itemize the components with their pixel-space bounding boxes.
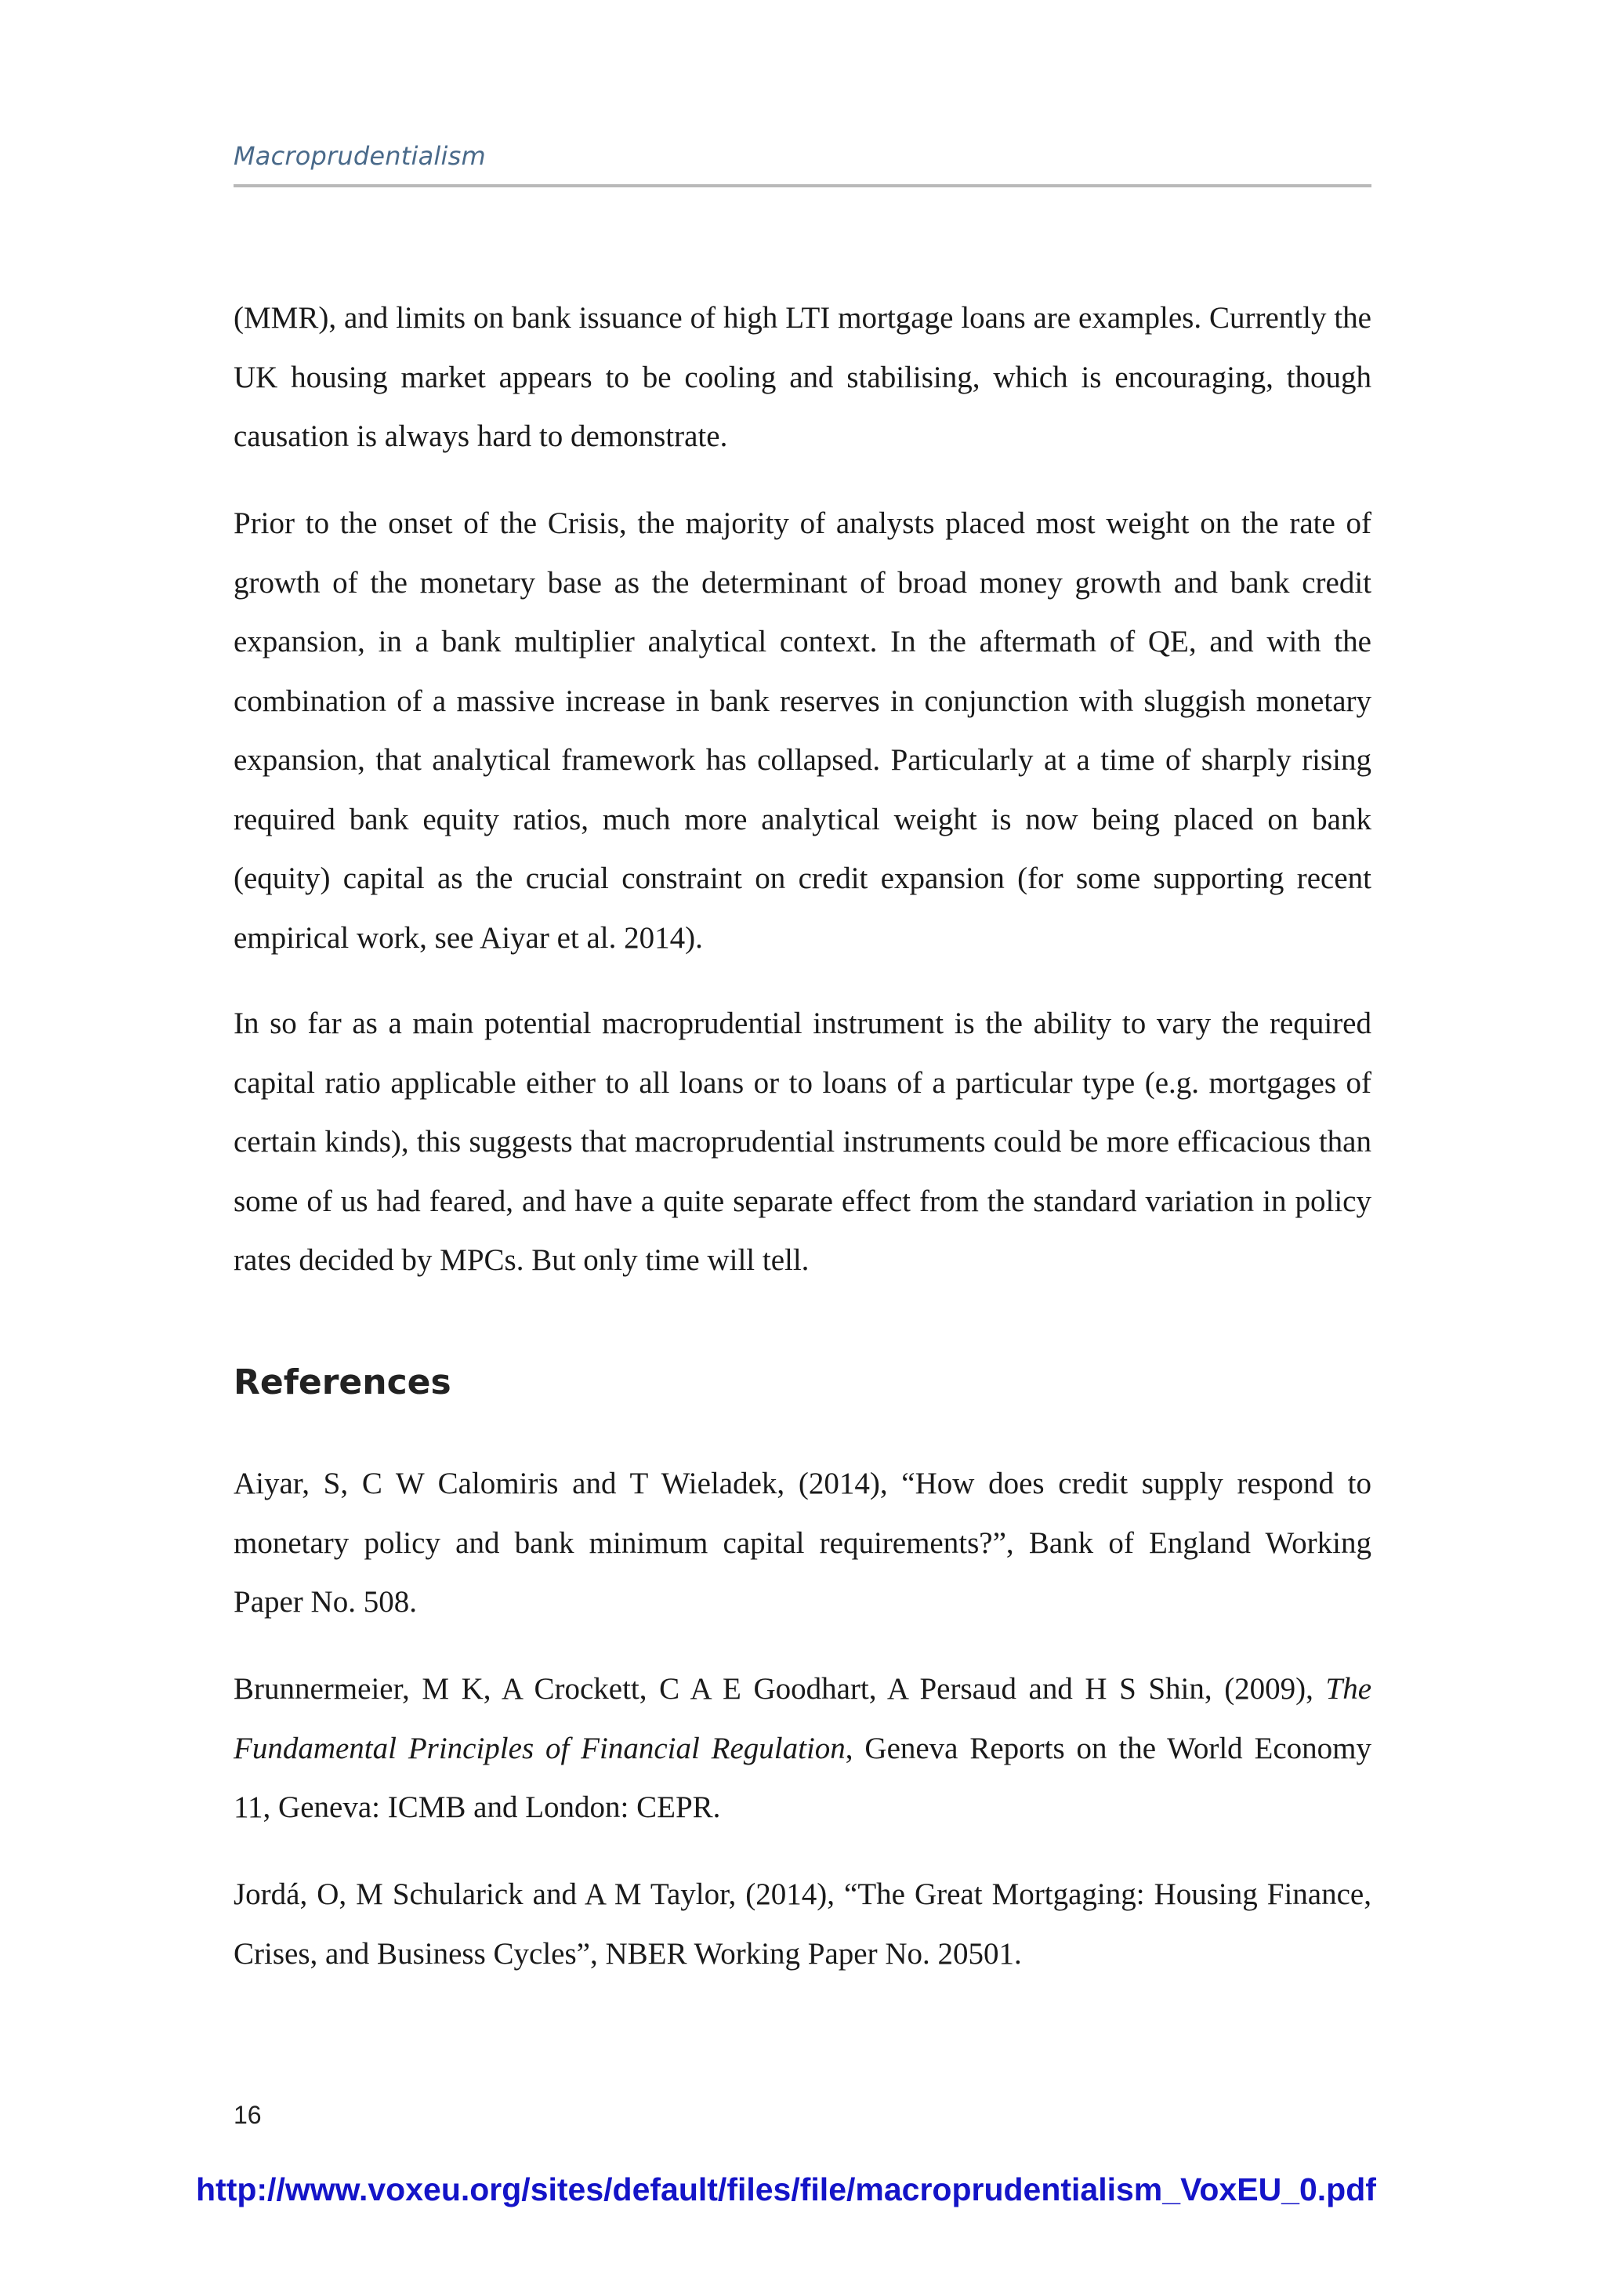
source-url-link[interactable]: http://www.voxeu.org/sites/default/files/file/macroprudentialism_VoxEU_0.pdf <box>196 2171 1376 2207</box>
reference-jorda: Jordá, O, M Schularick and A M Taylor, (2014), “The Great Mortgaging: Housing Finance, Crises, and Business Cycles”, NBER Working Paper No. 20501. <box>234 1877 1371 1971</box>
reference-brunnermeier-authors: Brunnermeier, M K, A Crockett, C A E Goodhart, A Persaud and H S Shin, (2009), <box>234 1672 1326 1706</box>
body-paragraph-1: (MMR), and limits on bank issuance of high LTI mortgage loans are examples. Currently the UK housing market appears to be cooling and stabilising, which is encouraging, though causation is always hard to demonstrate. <box>234 301 1371 453</box>
reference-brunnermeier-title: The Fundamental Principles of Financial Regulation <box>234 1672 1371 1765</box>
page-number: 16 <box>234 2101 262 2129</box>
header-rule <box>234 184 1371 187</box>
references-heading: References <box>234 1362 451 1402</box>
reference-brunnermeier <box>234 1659 1371 1837</box>
reference-brunnermeier-publisher: , Geneva Reports on the World Economy 11, Geneva: ICMB and London: CEPR. <box>234 1731 1371 1824</box>
running-head: Macroprudentialism <box>234 141 486 171</box>
body-paragraph-3: In so far as a main potential macroprudential instrument is the ability to vary the required capital ratio applicable either to all loans or to loans of a particular type (e.g. mortgages of certain kinds), this suggests that macroprudential instruments could be more efficacious than some of us had feared, and have a quite separate effect from the standard variation in policy rates decided by MPCs. But only time will tell. <box>234 1007 1371 1277</box>
body-paragraph-2: Prior to the onset of the Crisis, the majority of analysts placed most weight on the rate of growth of the monetary base as the determinant of broad money growth and bank credit expansion, in a bank multiplier analytical context. In the aftermath of QE, and with the combination of a massive increase in bank reserves in conjunction with sluggish monetary expansion, that analytical framework has collapsed. Particularly at a time of sharply rising required bank equity ratios, much more analytical weight is now being placed on bank (equity) capital as the crucial constraint on credit expansion (for some supporting recent empirical work, see Aiyar et al. 2014). <box>234 506 1371 955</box>
reference-aiyar: Aiyar, S, C W Calomiris and T Wieladek, (2014), “How does credit supply respond to monetary policy and bank minimum capital requirements?”, Bank of England Working Paper No. 508. <box>234 1467 1371 1619</box>
